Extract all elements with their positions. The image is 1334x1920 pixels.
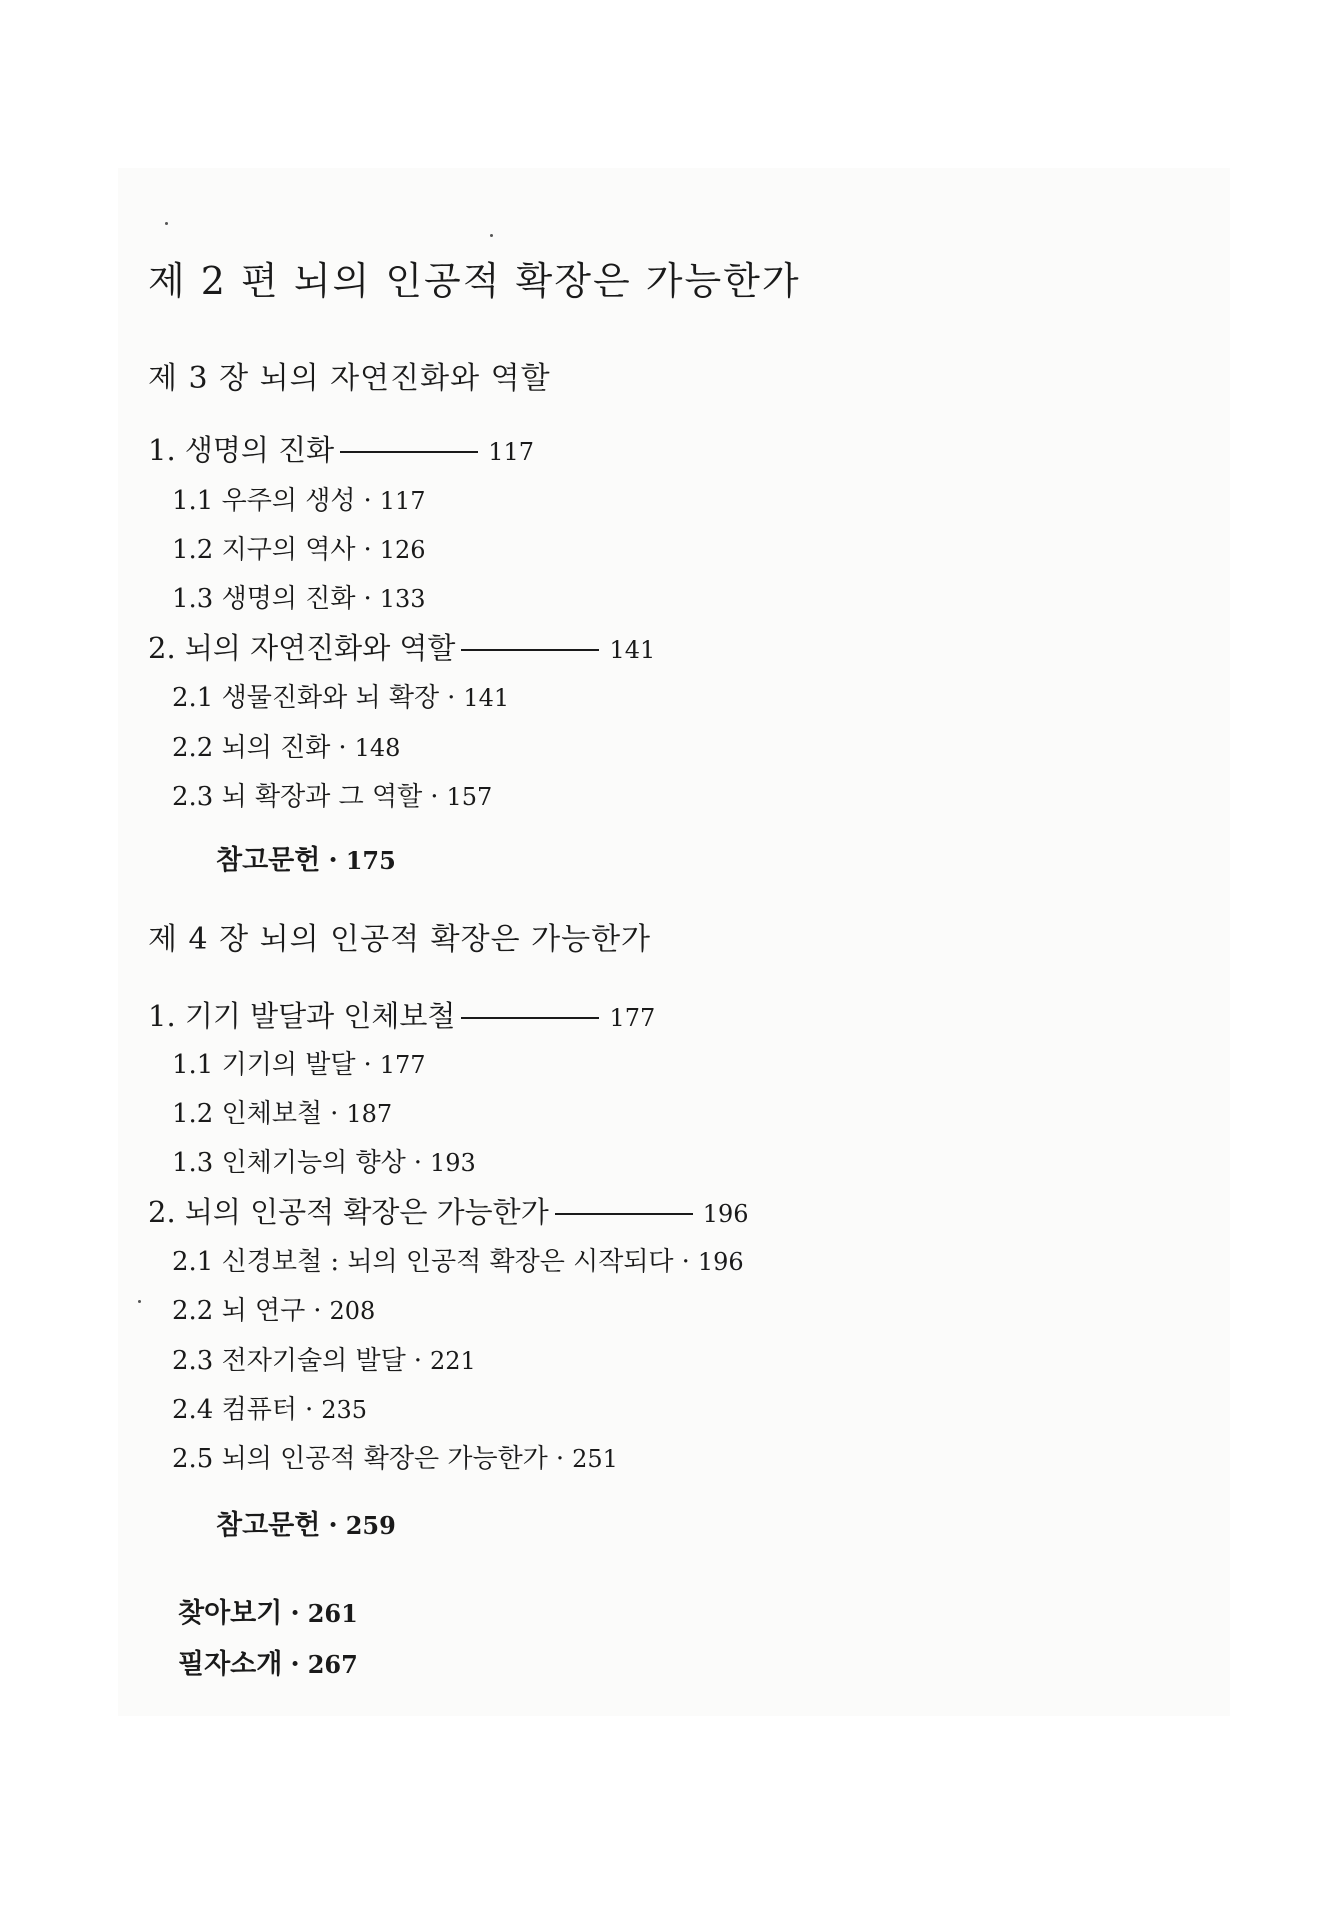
toc-index[interactable] [178,1600,358,1627]
toc-section[interactable] [148,433,534,467]
page-number: 117 [379,487,426,515]
toc-section[interactable] [148,631,656,665]
toc-subsection[interactable] [172,784,492,810]
section-label: 1. 기기 발달과 인체보철 [148,999,456,1033]
separator-dot: · [290,1649,300,1680]
separator-dot: · [363,584,372,614]
toc-subsection[interactable] [172,488,426,514]
toc-subsection[interactable] [172,1298,375,1324]
chapter-4-title: 제 4 장 뇌의 인공적 확장은 가능한가 [148,922,652,957]
page-number: 193 [429,1149,476,1177]
toc-references[interactable] [216,1512,396,1539]
leader-line [461,649,599,651]
page-number: 177 [379,1051,426,1079]
page-number: 196 [702,1200,749,1228]
separator-dot: · [338,733,347,763]
paper-speck [138,1300,141,1303]
separator-dot: · [363,486,372,516]
separator-dot: · [328,845,338,876]
paper-speck [165,222,168,225]
separator-dot: · [413,1346,422,1376]
references-label: 참고문헌 [216,845,321,876]
separator-dot: · [304,1395,314,1425]
page-number: 141 [463,684,510,712]
toc-subsection[interactable] [172,1101,392,1127]
subsection-label: 2.3 전자기술의 발달 [172,1346,406,1376]
toc-subsection[interactable] [172,586,426,612]
subsection-label: 1.3 인체기능의 향상 [172,1148,406,1178]
subsection-label: 2.3 뇌 확장과 그 역할 [172,782,423,812]
toc-subsection[interactable] [172,1052,426,1078]
page-number: 141 [609,636,656,664]
separator-dot: · [330,1099,339,1129]
separator-dot: · [555,1444,565,1474]
leader-line [555,1213,693,1215]
separator-dot: · [313,1296,322,1326]
page-number: 196 [697,1248,744,1276]
page-number: 133 [379,585,426,613]
toc-subsection[interactable] [172,537,426,563]
subsection-label: 2.4 컴퓨터 [172,1395,297,1425]
leader-line [340,451,478,453]
subsection-label: 1.3 생명의 진화 [172,584,356,614]
page-number: 148 [354,734,401,762]
subsection-label: 2.2 뇌 연구 [172,1296,306,1326]
separator-dot: · [447,683,456,713]
author-intro-label: 필자소개 [178,1649,283,1680]
page-number: 267 [307,1650,358,1679]
toc-author-intro[interactable] [178,1651,358,1678]
toc-section[interactable] [148,1195,749,1229]
separator-dot: · [681,1247,690,1277]
toc-subsection[interactable] [172,735,400,761]
subsection-label: 2.1 생물진화와 뇌 확장 [172,683,440,713]
toc-subsection[interactable] [172,1446,618,1472]
page-number: 187 [346,1100,393,1128]
page-number: 177 [609,1004,656,1032]
page-number: 261 [307,1599,358,1628]
page-number: 126 [379,536,426,564]
subsection-label: 2.1 신경보철 : 뇌의 인공적 확장은 시작되다 [172,1247,674,1277]
section-label: 1. 생명의 진화 [148,433,335,467]
toc-section[interactable] [148,999,656,1033]
separator-dot: · [413,1148,422,1178]
page-number: 157 [446,783,493,811]
subsection-label: 1.1 기기의 발달 [172,1050,356,1080]
page-number: 235 [321,1396,368,1424]
page-number: 251 [572,1445,618,1473]
section-label: 2. 뇌의 자연진화와 역할 [148,631,456,665]
separator-dot: · [430,782,439,812]
subsection-label: 1.2 지구의 역사 [172,535,356,565]
toc-subsection[interactable] [172,685,509,711]
page-number: 221 [429,1347,476,1375]
index-label: 찾아보기 [178,1598,283,1629]
subsection-label: 1.2 인체보철 [172,1099,323,1129]
subsection-label: 1.1 우주의 생성 [172,486,356,516]
leader-line [461,1017,599,1019]
separator-dot: · [363,1050,372,1080]
separator-dot: · [290,1598,300,1629]
toc-subsection[interactable] [172,1397,367,1423]
toc-subsection[interactable] [172,1150,476,1176]
toc-references[interactable] [216,847,396,874]
separator-dot: · [328,1510,338,1541]
section-label: 2. 뇌의 인공적 확장은 가능한가 [148,1195,549,1229]
references-label: 참고문헌 [216,1510,321,1541]
chapter-3-title: 제 3 장 뇌의 자연진화와 역할 [148,361,551,396]
paper-speck [490,234,493,237]
toc-subsection[interactable] [172,1249,744,1275]
part-title: 제 2 편 뇌의 인공적 확장은 가능한가 [148,259,801,303]
page-number: 117 [488,438,534,466]
page-number: 208 [329,1297,376,1325]
toc-subsection[interactable] [172,1348,476,1374]
separator-dot: · [363,535,372,565]
subsection-label: 2.5 뇌의 인공적 확장은 가능한가 [172,1444,548,1474]
page-number: 175 [345,846,396,875]
subsection-label: 2.2 뇌의 진화 [172,733,331,763]
page-number: 259 [345,1511,396,1540]
